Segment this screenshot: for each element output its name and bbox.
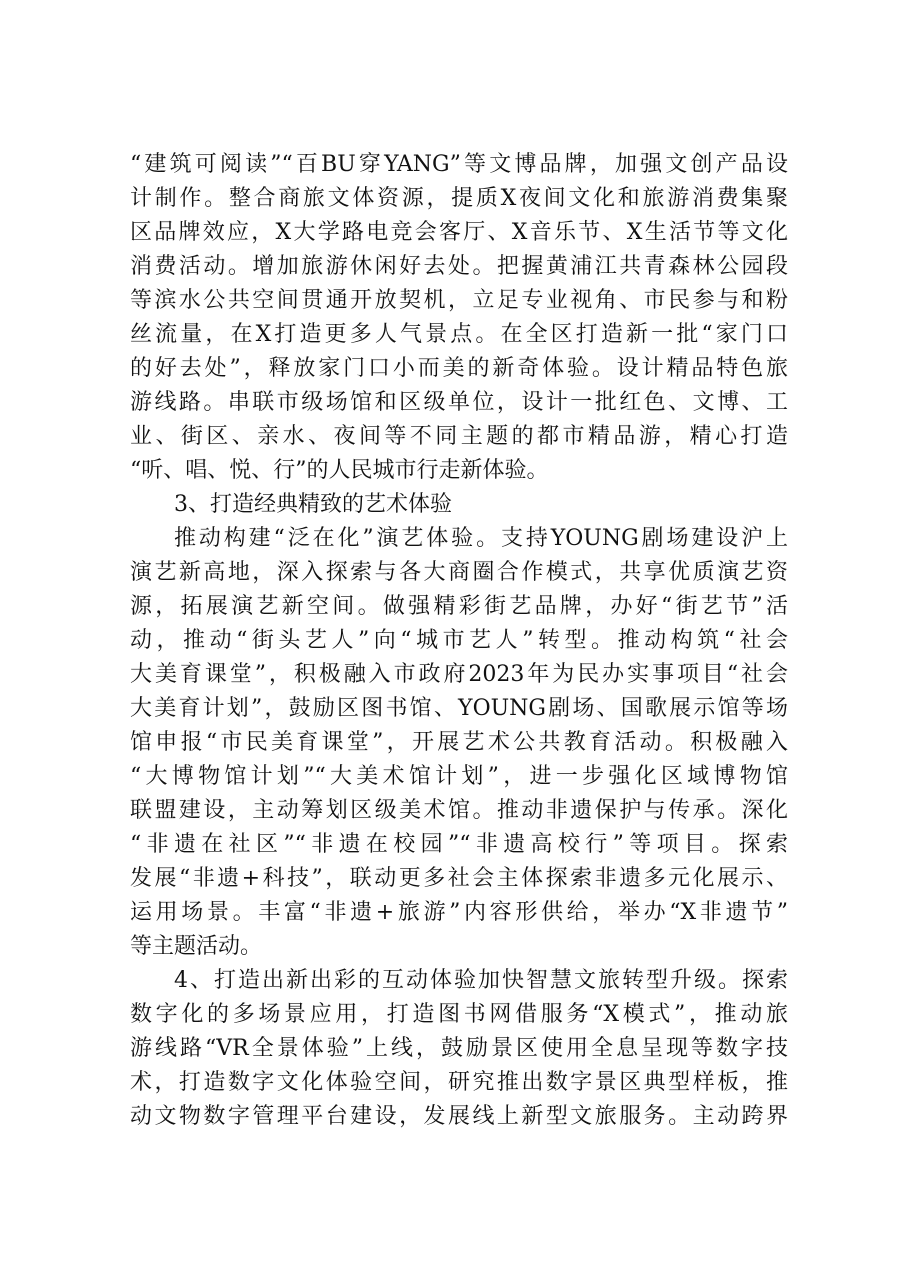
- body-line: 术，打造数字文化体验空间，研究推出数字景区典型样板，推: [130, 1070, 788, 1095]
- body-line: 计制作。整合商旅文体资源，提质X夜间文化和旅游消费集聚: [130, 186, 788, 211]
- body-line: “非遗在社区”“非遗在校园”“非遗高校行”等项目。探索: [130, 832, 788, 857]
- body-line: 动，推动“街头艺人”向“城市艺人”转型。推动构筑“社会: [130, 628, 788, 653]
- body-line: 运用场景。丰富“非遗+旅游”内容形供给，举办“X非遗节”: [130, 900, 788, 925]
- body-line: 动文物数字管理平台建设，发展线上新型文旅服务。主动跨界: [130, 1104, 788, 1129]
- body-line: 大美育计划”，鼓励区图书馆、YOUNG剧场、国歌展示馆等场: [130, 696, 788, 721]
- body-line: 区品牌效应，X大学路电竞会客厅、X音乐节、X生活节等文化: [130, 220, 788, 245]
- body-line: 联盟建设，主动筹划区级美术馆。推动非遗保护与传承。深化: [130, 798, 788, 823]
- body-line: “建筑可阅读”“百BU穿YANG”等文博品牌，加强文创产品设: [130, 152, 788, 177]
- body-line: 消费活动。增加旅游休闲好去处。把握黄浦江共青森林公园段: [130, 254, 788, 279]
- body-line: 发展“非遗+科技”，联动更多社会主体探索非遗多元化展示、: [130, 866, 788, 891]
- body-line: 游线路。串联市级场馆和区级单位，设计一批红色、文博、工: [130, 390, 788, 415]
- body-line: “听、唱、悦、行”的人民城市行走新体验。: [130, 458, 549, 483]
- body-line: “大博物馆计划”“大美术馆计划”，进一步强化区域博物馆: [130, 764, 788, 789]
- body-line: 数字化的多场景应用，打造图书网借服务“X模式”，推动旅: [130, 1002, 788, 1027]
- body-line: 丝流量，在X打造更多人气景点。在全区打造新一批“家门口: [130, 322, 788, 347]
- document-body: [130, 148, 788, 1134]
- body-line: 的好去处”，释放家门口小而美的新奇体验。设计精品特色旅: [130, 356, 788, 381]
- body-line: 源，拓展演艺新空间。做强精彩街艺品牌，办好“街艺节”活: [130, 594, 788, 619]
- body-line: 游线路“VR全景体验”上线，鼓励景区使用全息呈现等数字技: [130, 1036, 788, 1061]
- body-line: 推动构建“泛在化”演艺体验。支持YOUNG剧场建设沪上: [174, 526, 788, 551]
- body-line: 馆申报“市民美育课堂”，开展艺术公共教育活动。积极融入: [130, 730, 788, 755]
- body-line: 大美育课堂”，积极融入市政府2023年为民办实事项目“社会: [130, 662, 788, 687]
- body-line: 业、街区、亲水、夜间等不同主题的都市精品游，精心打造: [130, 424, 788, 449]
- body-line: 4、打造出新出彩的互动体验加快智慧文旅转型升级。探索: [174, 968, 788, 993]
- body-line: 等滨水公共空间贯通开放契机，立足专业视角、市民参与和粉: [130, 288, 788, 313]
- body-line: 等主题活动。: [130, 934, 263, 959]
- section-heading: 3、打造经典精致的艺术体验: [174, 492, 452, 517]
- body-line: 演艺新高地，深入探索与各大商圈合作模式，共享优质演艺资: [130, 560, 788, 585]
